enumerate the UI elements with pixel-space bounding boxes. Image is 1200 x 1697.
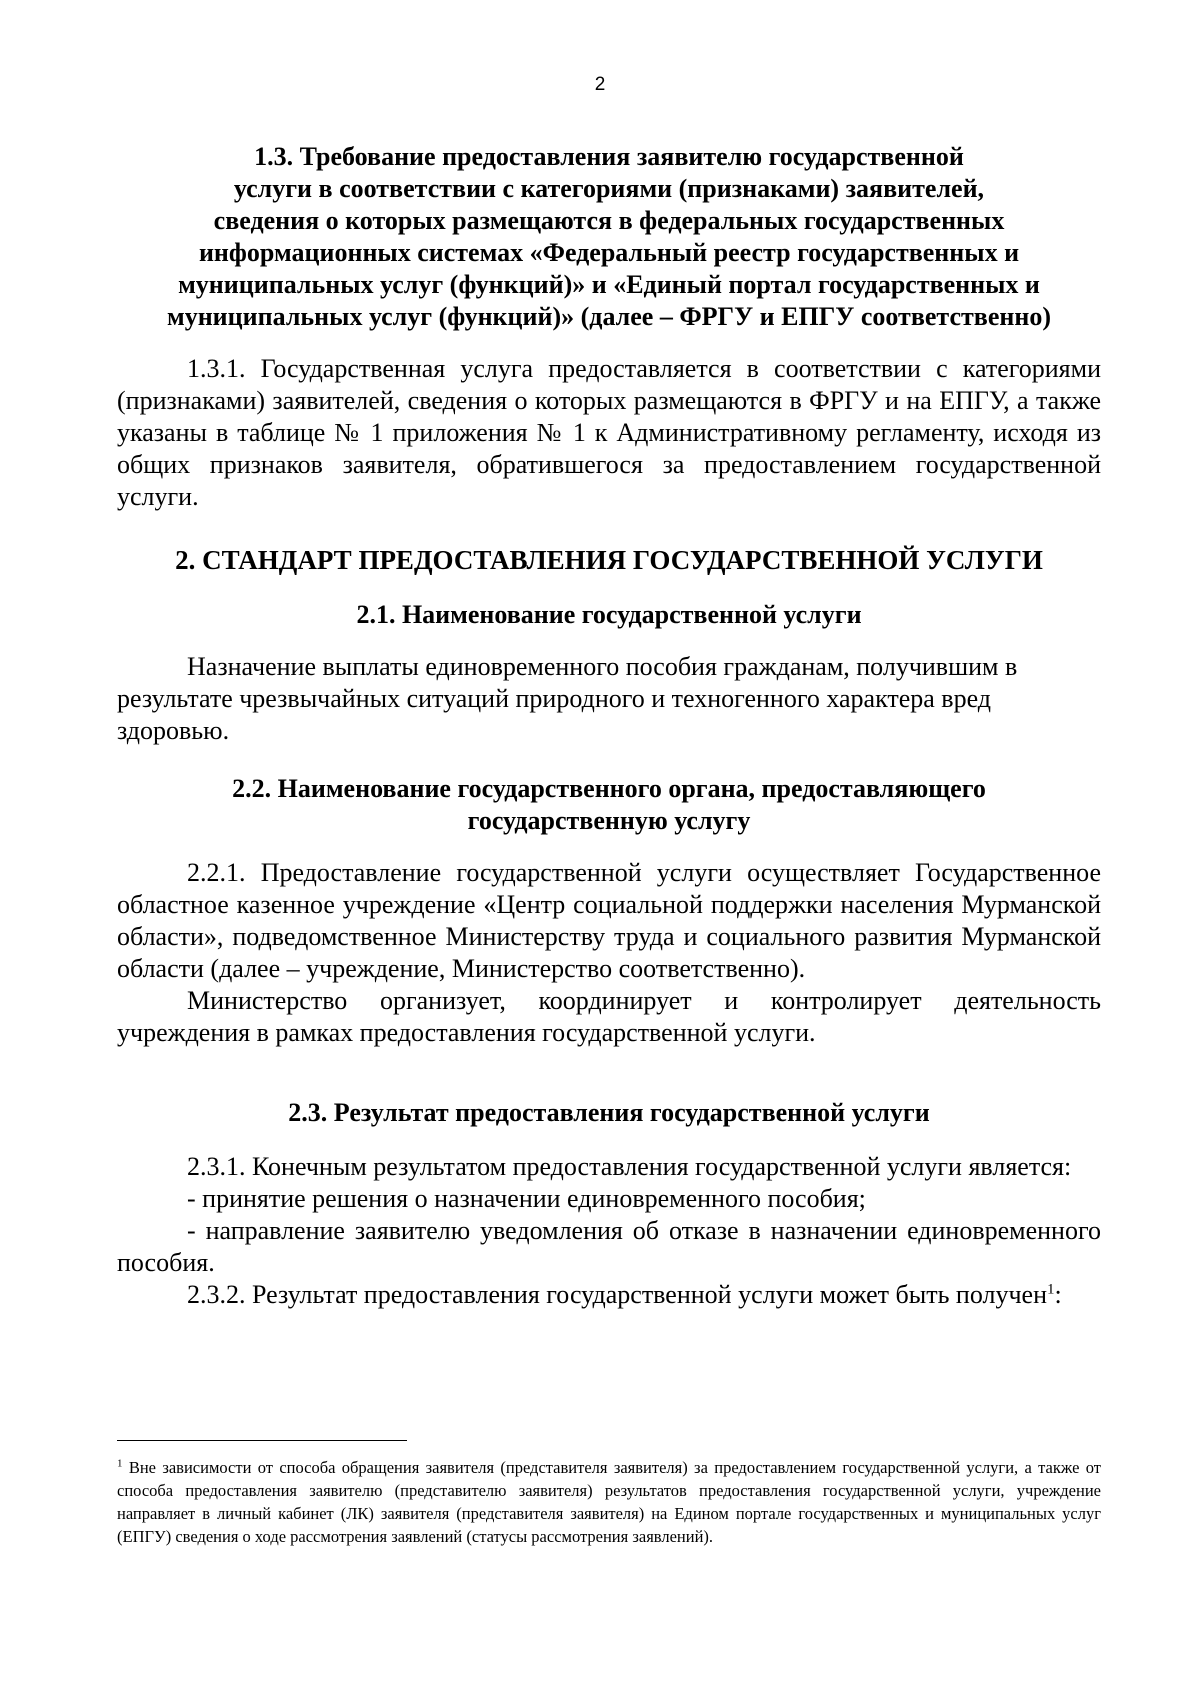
section-1-3-heading-line: муниципальных услуг (функций)» (далее – ФРГУ и ЕПГУ соответственно) — [166, 302, 1051, 331]
section-1-3-heading-line: информационных системах «Федеральный реестр государственных и — [198, 238, 1020, 267]
section-2-2-heading-line: 2.2. Наименование государственного органа, предоставляющего — [232, 774, 986, 803]
paragraph-2-2-1: 2.2.1. Предоставление государственной услуги осуществляет Государственное областное казенное учреждение «Центр социальной поддержки населения Мурманской области», подведомственное Министерству труда и социального развития Мурманской области (далее – учреждение, Министерство соответственно). — [117, 858, 1101, 983]
page-number: 2 — [594, 74, 606, 95]
paragraph-2-3-2-text: 2.3.2. Результат предоставления государственной услуги может быть получен — [187, 1280, 1048, 1309]
paragraph-2-1: Назначение выплаты единовременного пособия гражданам, получившим в результате чрезвычайных ситуаций природного и техногенного характера вред здоровью. — [117, 652, 1018, 745]
paragraph-2-2-2: Министерство организует, координирует и контролирует деятельность учреждения в рамках предоставления государственной услуги. — [117, 986, 1101, 1047]
section-1-3-heading-line: муниципальных услуг (функций)» и «Единый портал государственных и — [178, 270, 1040, 299]
section-2-1-heading: 2.1. Наименование государственной услуги — [356, 600, 862, 629]
section-1-3-heading-line: сведения о которых размещаются в федеральных государственных — [213, 206, 1005, 235]
paragraph-2-3-2 — [117, 1279, 1101, 1311]
footnote-marker: 1 — [117, 1457, 123, 1470]
list-item: - принятие решения о назначении единовременного пособия; — [187, 1184, 866, 1213]
footnote-ref: 1 — [1047, 1281, 1055, 1298]
paragraph-1-3-1: 1.3.1. Государственная услуга предоставляется в соответствии с категориями (признаками) заявителей, сведения о которых размещаются в ФРГУ и на ЕПГУ, а также указаны в таблице № 1 приложения № 1 к Административному регламенту, исходя из общих признаков заявителя, обратившегося за предоставлением государственной услуги. — [117, 354, 1101, 511]
section-2-3-heading: 2.3. Результат предоставления государственной услуги — [288, 1098, 930, 1127]
section-1-3-heading-line: услуги в соответствии с категориями (признаками) заявителей, — [233, 174, 985, 203]
section-1-3-heading — [117, 141, 1101, 333]
section-1-3-heading-line: 1.3. Требование предоставления заявителю государственной — [254, 142, 964, 171]
paragraph-2-3-1: 2.3.1. Конечным результатом предоставления государственной услуги является: — [187, 1152, 1072, 1181]
page-content — [117, 141, 1101, 1311]
footnote-text: Вне зависимости от способа обращения заявителя (представителя заявителя) за предоставлением государственной услуги, а также от способа предоставления заявителю (представителю заявителя) результатов предоставления государственной услуги, учреждение направляет в личный кабинет (ЛК) заявителя (представителя заявителя) на Едином портале государственных и муниципальных услуг (ЕПГУ) сведения о ходе рассмотрения заявлений (статусы рассмотрения заявлений). — [117, 1458, 1101, 1546]
footnote-separator — [117, 1440, 407, 1441]
section-2-2-heading-line: государственную услугу — [467, 806, 751, 835]
section-2-heading: 2. СТАНДАРТ ПРЕДОСТАВЛЕНИЯ ГОСУДАРСТВЕННОЙ УСЛУГИ — [175, 545, 1043, 575]
paragraph-2-3-2-tail: : — [1054, 1280, 1062, 1309]
list-item: - направление заявителю уведомления об отказе в назначении единовременного пособия. — [117, 1216, 1101, 1277]
section-2-2-heading — [117, 773, 1101, 837]
footnote — [117, 1456, 1101, 1548]
